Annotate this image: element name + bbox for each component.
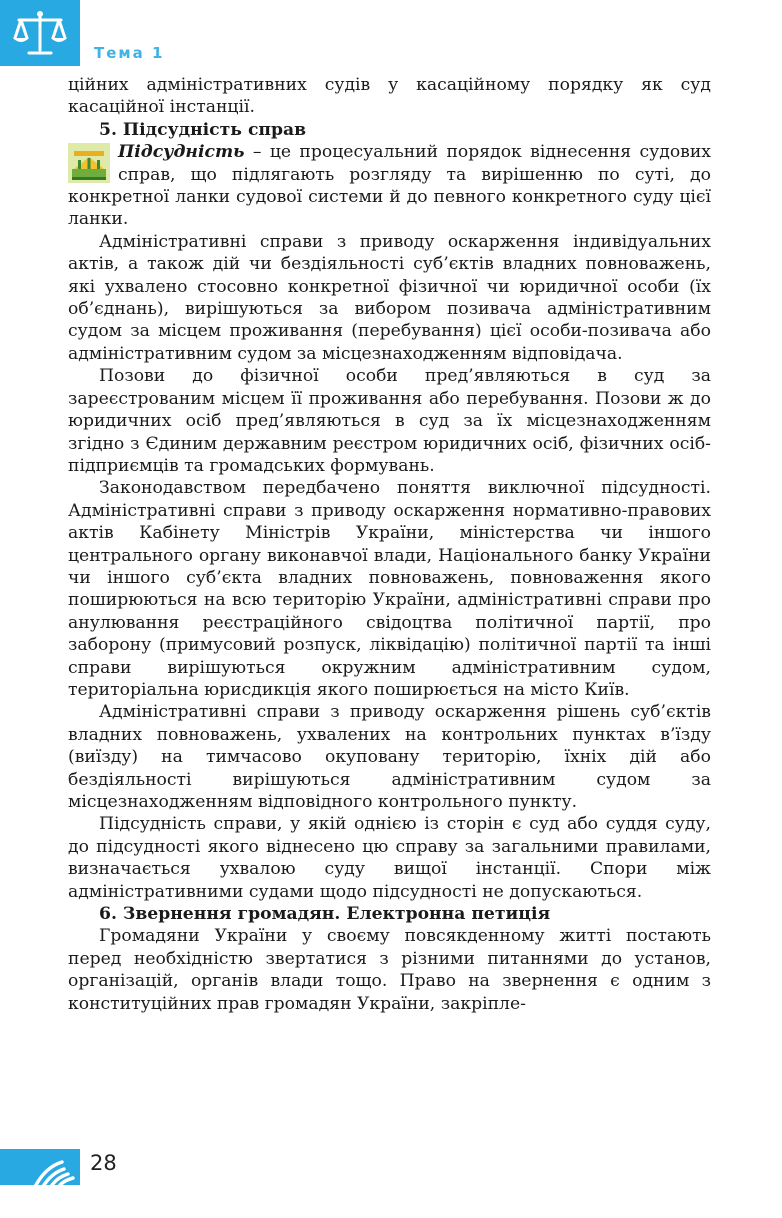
definition-text: – це процесуальний порядок віднесення судових справ, що підлягають розгляду та вирішенню по суті, до конкретної ланки судової системи й до певного конкретного суду цієї ланки. <box>68 142 711 230</box>
definition-paragraph <box>68 141 711 231</box>
signal-waves-icon <box>0 1149 80 1185</box>
scales-of-justice-icon <box>11 8 69 58</box>
definition-term: Підсудність <box>118 142 245 163</box>
body-paragraph: Позови до фізичної особи пред’являються в суд за зареєстрованим місцем її проживання або перебування. Позови ж до юридичних осіб пред’являються в суд за їх місцезнаходженням згідно з Єдиним державним реєстром юридичних осіб, фізичних осіб-підприємців та громадських формувань. <box>68 366 711 476</box>
topic-label: Тема 1 <box>94 44 165 62</box>
body-paragraph: Підсудність справи, у якій однією із сторін є суд або суддя суду, до підсудності якого віднесено цю справу за загальними правилами, визначається ухвалою суду вищої інстанції. Спори між адміністративними судами щодо підсудності не допускаються. <box>68 814 711 902</box>
body-paragraph: Законодавством передбачено поняття виключної підсудності. Адміністративні справи з приводу оскарження нормативно-правових актів Кабінету Міністрів України, міністерства чи іншого центрального органу виконавчої влади, Національного банку України чи іншого суб’єкта владних повноважень, повноваження якого поширюються на всю територію України, адміністративні справи про анулювання реєстраційного свідоцтва політичної партії, про заборону (примусовий розпуск, ліквідацію) політичної партії та інші справи вирішуються окружним адміністративним судом, територіальна юрисдикція якого поширюється на місто Київ. <box>68 478 711 700</box>
section-heading-6: 6. Звернення громадян. Електронна петиція <box>99 904 551 925</box>
body-paragraph: Громадяни України у своєму повсякденному житті постають перед необхідністю звертатися з різними питаннями до установ, організацій, органів влади тощо. Право на звернення є одним з конституційних прав громадян України, закріпле- <box>68 926 711 1014</box>
page-number: 28 <box>90 1151 117 1175</box>
section-heading-5: 5. Підсудність справ <box>99 119 307 140</box>
courthouse-book-icon <box>68 143 110 183</box>
body-paragraph: Адміністративні справи з приводу оскарження індивідуальних актів, а також дій чи бездіяльності суб’єктів владних повноважень, які ухвалено стосовно конкретної фізичної чи юридичної особи (їх об’єднань), вирішуються за вибором позивача адміністративним судом за місцем проживання (перебування) цієї особи-позивача або адміністративним судом за місцезнаходженням відповідача. <box>68 231 711 364</box>
footer-badge <box>0 1149 80 1185</box>
intro-paragraph: ційних адміністративних судів у касаційному порядку як суд касаційної інстанції. <box>68 75 711 118</box>
header-badge <box>0 0 80 66</box>
body-paragraph: Адміністративні справи з приводу оскарження рішень суб’єктів владних повноважень, ухвалених на контрольних пунктах в’їзду (виїзду) на тимчасово окуповану територію, їхніх дій або бездіяльності вирішуються адміністративним судом за місцезнаходженням відповідного контрольного пункту. <box>68 702 711 812</box>
page-content <box>68 74 711 1015</box>
